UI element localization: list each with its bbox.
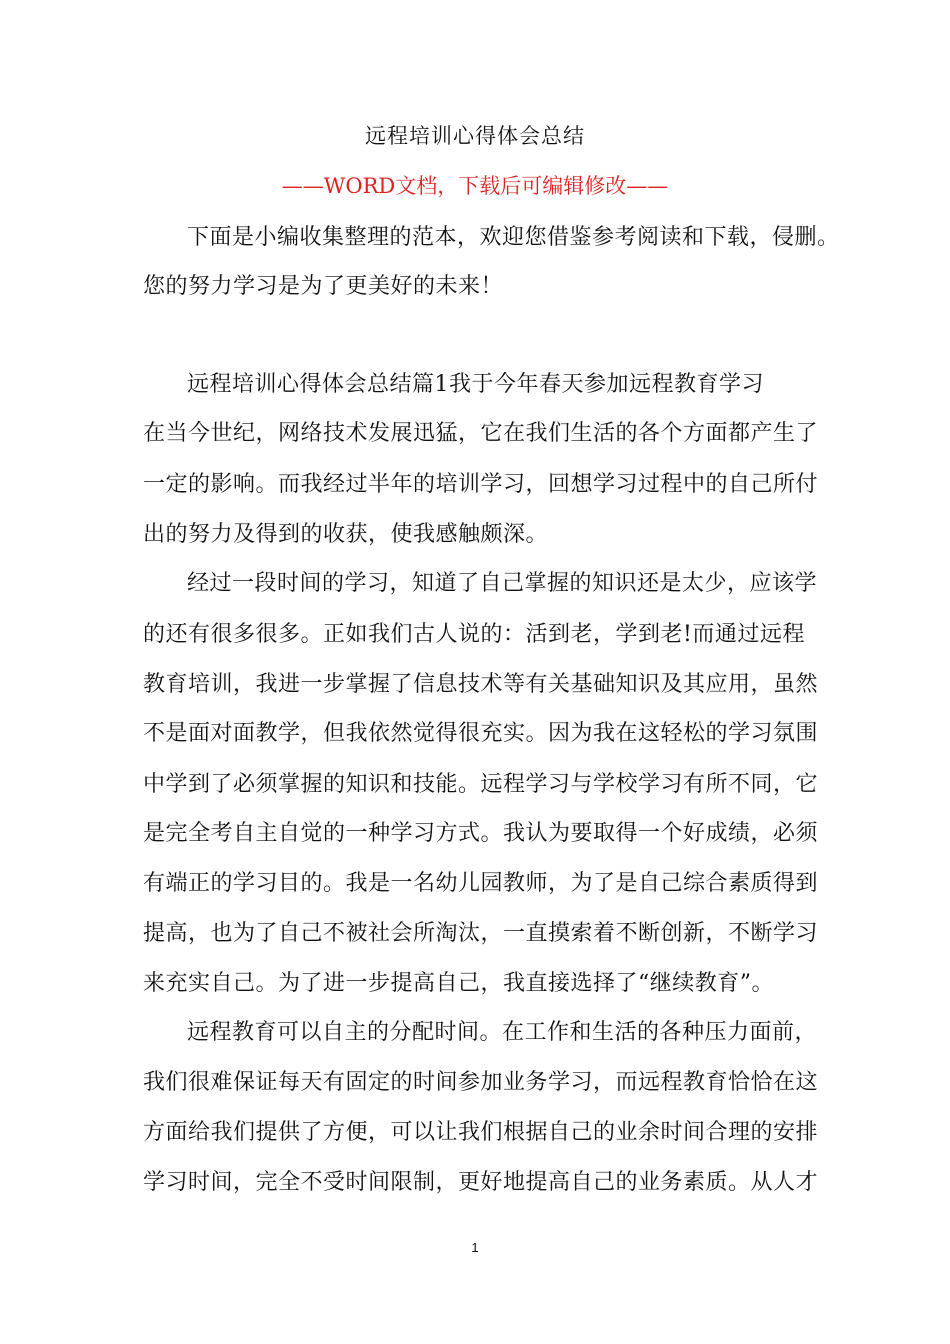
intro-line-1: 下面是小编收集整理的范本，欢迎您借鉴参考阅读和下载，侵删。: [187, 225, 840, 250]
paragraph-line: 提高，也为了自己不被社会所淘汰，一直摸索着不断创新，不断学习: [143, 921, 819, 946]
paragraph-line: 远程教育可以自主的分配时间。在工作和生活的各种压力面前，: [187, 1020, 818, 1045]
paragraph-line: 来充实自己。为了进一步提高自己，我直接选择了“继续教育”。: [143, 971, 774, 996]
paragraph-line: 中学到了必须掌握的知识和技能。远程学习与学校学习有所不同，它: [143, 772, 819, 797]
paragraph-line: 教育培训，我进一步掌握了信息技术等有关基础知识及其应用，虽然: [143, 672, 819, 697]
paragraph-line: 我们很难保证每天有固定的时间参加业务学习，而远程教育恰恰在这: [143, 1070, 819, 1095]
paragraph-line: 在当今世纪，网络技术发展迅猛，它在我们生活的各个方面都产生了: [143, 421, 819, 446]
paragraph-line: 有端正的学习目的。我是一名幼儿园教师，为了是自己综合素质得到: [143, 871, 819, 896]
intro-line-2: 您的努力学习是为了更美好的未来！: [143, 274, 504, 299]
paragraph-line: 出的努力及得到的收获，使我感触颇深。: [143, 522, 549, 547]
document-subtitle: ——WORD文档，下载后可编辑修改——: [281, 174, 669, 198]
paragraph-line: 一定的影响。而我经过半年的培训学习，回想学习过程中的自己所付: [143, 472, 819, 497]
document-title: 远程培训心得体会总结: [365, 124, 585, 148]
paragraph-line: 不是面对面教学，但我依然觉得很充实。因为我在这轻松的学习氛围: [143, 721, 819, 746]
paragraph-line: 是完全考自主自觉的一种学习方式。我认为要取得一个好成绩，必须: [143, 821, 819, 846]
paragraph-line: 的还有很多很多。正如我们古人说的：活到老，学到老!而通过远程: [143, 622, 805, 647]
section-heading-line: 远程培训心得体会总结篇1我于今年春天参加远程教育学习: [187, 372, 764, 397]
page-number: 1: [471, 1240, 479, 1255]
paragraph-line: 方面给我们提供了方便，可以让我们根据自己的业余时间合理的安排: [143, 1120, 819, 1145]
paragraph-line: 经过一段时间的学习，知道了自己掌握的知识还是太少，应该学: [187, 571, 818, 596]
paragraph-line: 学习时间，完全不受时间限制，更好地提高自己的业务素质。从人才: [143, 1170, 819, 1195]
